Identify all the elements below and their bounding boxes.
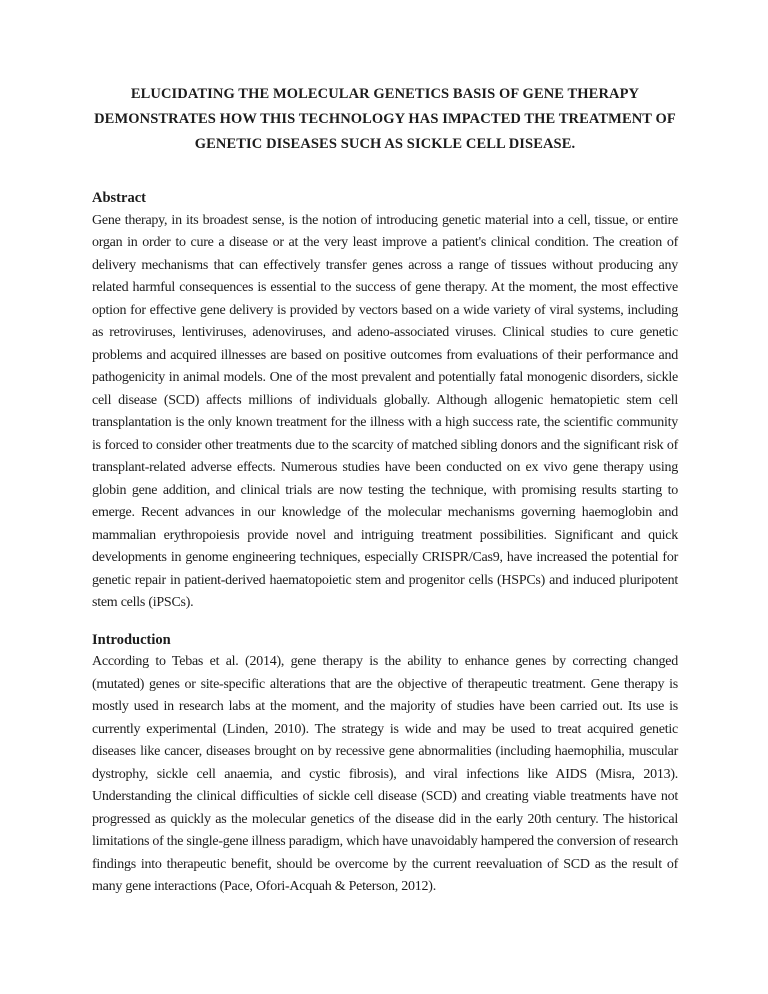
document-title: ELUCIDATING THE MOLECULAR GENETICS BASIS OF GENE THERAPY DEMONSTRATES HOW THIS TECHNOLOGY HAS IMPACTED THE TREATMENT OF GENETIC DISEASES SUCH AS SICKLE CELL DISEASE. xyxy=(94,86,676,152)
section-abstract xyxy=(92,187,678,615)
introduction-heading: Introduction xyxy=(92,631,171,648)
introduction-body: According to Tebas et al. (2014), gene therapy is the ability to enhance genes by correcting changed (mutated) genes or site-specific alterations that are the objective of therapeutic treatment. Gene therapy is mostly used in research labs at the moment, and the majority of studies have been carried out. Its use is currently experimental (Linden, 2010). The strategy is wide and may be used to treat acquired genetic diseases like cancer, diseases brought on by recessive gene abnormalities (including haemophilia, muscular dystrophy, sickle cell anaemia, and cystic fibrosis), and viral infections like AIDS (Misra, 2013). Understanding the clinical difficulties of sickle cell disease (SCD) and creating viable treatments have not progressed as quickly as the molecular genetics of the disease did in the early 20th century. The historical limitations of the single-gene illness paradigm, which have unavoidably hampered the conversion of research findings into therapeutic benefit, should be overcome by the current reevaluation of SCD as the result of many gene interactions (Pace, Ofori-Acquah & Peterson, 2012). xyxy=(92,654,678,894)
abstract-heading: Abstract xyxy=(92,190,146,206)
abstract-body: Gene therapy, in its broadest sense, is the notion of introducing genetic material into a cell, tissue, or entire organ in order to cure a disease or at the very least improve a patient's clinical condition. The creation of delivery mechanisms that can effectively transfer genes across a range of tissues without producing any related harmful consequences is essential to the success of gene therapy. At the moment, the most effective option for effective gene delivery is provided by vectors based on a wide variety of viral systems, including as retroviruses, lentiviruses, adenoviruses, and adeno-associated viruses. Clinical studies to cure genetic problems and acquired illnesses are based on positive outcomes from evaluations of their performance and pathogenicity in animal models. One of the most prevalent and potentially fatal monogenic disorders, sickle cell disease (SCD) affects millions of individuals globally. Although allogenic hematopietic stem cell transplantation is the only known treatment for the illness with a high success rate, the scientific community is forced to consider other treatments due to the scarcity of matched sibling donors and the significant risk of transplant-related adverse effects. Numerous studies have been conducted on ex vivo gene therapy using globin gene addition, and clinical trials are now testing the technique, with promising results starting to emerge. Recent advances in our knowledge of the molecular mechanisms governing haemoglobin and mammalian erythropoiesis provide novel and intriguing treatment possibilities. Significant and quick developments in genome engineering techniques, especially CRISPR/Cas9, have increased the potential for genetic repair in patient-derived haematopoietic stem and progenitor cells (HSPCs) and induced pluripotent stem cells (iPSCs). xyxy=(92,212,678,610)
section-introduction xyxy=(92,629,678,899)
